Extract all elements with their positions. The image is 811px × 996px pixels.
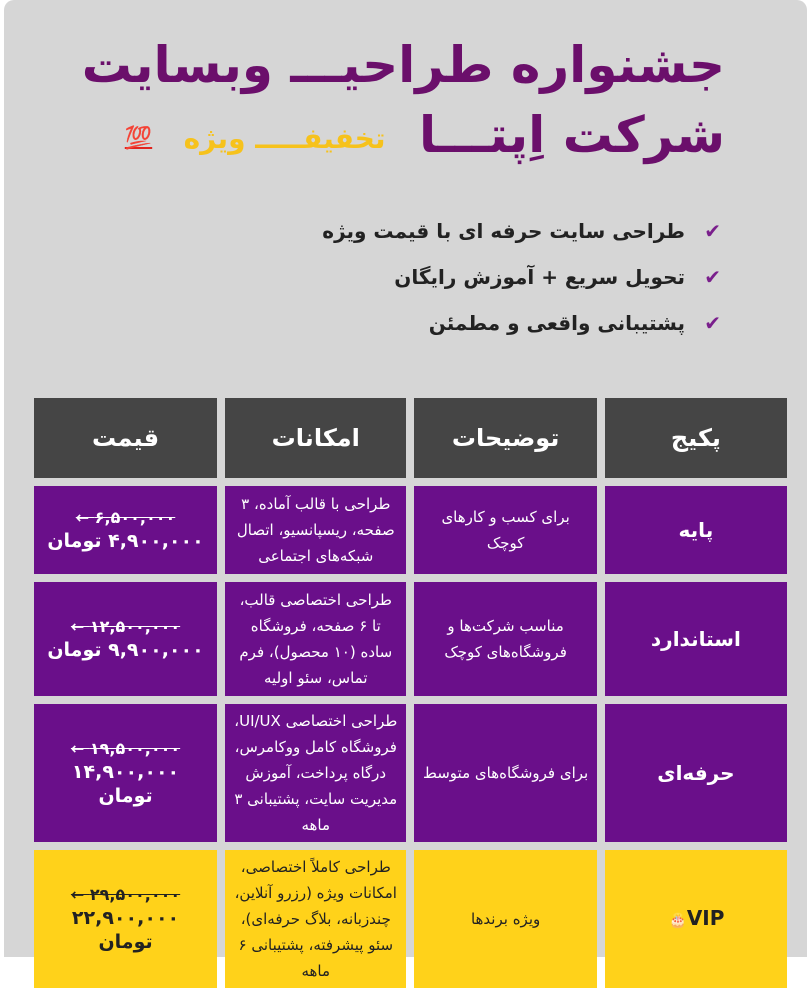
table-row <box>34 704 787 842</box>
table-row <box>34 582 787 696</box>
package-name <box>605 850 787 988</box>
feature-text: طراحی سایت حرفه ای با قیمت ویژه <box>322 219 685 243</box>
promo-card <box>4 0 807 980</box>
feature-item <box>322 254 721 300</box>
check-icon: ✔ <box>704 265 721 289</box>
hundred-points-icon: 💯 <box>124 125 153 151</box>
package-features: طراحی با قالب آماده، ۳ صفحه، ریسپانسیو، اتصال شبکه‌های اجتماعی <box>225 486 406 574</box>
package-price <box>34 850 217 988</box>
table-header-row <box>34 398 787 478</box>
old-price: ۱۲,۵۰۰,۰۰۰ ← <box>70 617 181 636</box>
page-title <box>25 30 725 174</box>
package-features: طراحی اختصاصی قالب، تا ۶ صفحه، فروشگاه ساده (۱۰ محصول)، فرم تماس، سئو اولیه <box>225 582 406 696</box>
feature-item <box>322 208 721 254</box>
new-price: ۹,۹۰۰,۰۰۰ تومان <box>47 639 204 661</box>
old-price: ۱۹,۵۰۰,۰۰۰ ← <box>70 739 181 758</box>
feature-text: پشتیبانی واقعی و مطمئن <box>428 311 685 335</box>
feature-list <box>322 208 721 346</box>
new-price: ۱۴,۹۰۰,۰۰۰ تومان <box>71 761 180 807</box>
package-description: برای کسب و کارهای کوچک <box>414 486 596 574</box>
header-features: امکانات <box>225 398 406 478</box>
check-icon: ✔ <box>704 311 721 335</box>
header-description: توضیحات <box>414 398 596 478</box>
package-price <box>34 486 217 574</box>
package-features: طراحی اختصاصی UI/UX، فروشگاه کامل ووکامرس، درگاه پرداخت، آموزش مدیریت سایت، پشتیبانی ۳ ماهه <box>225 704 406 842</box>
pricing-table <box>26 390 795 996</box>
birthday-cake-icon: 🎂 <box>669 912 687 929</box>
feature-text: تحویل سریع + آموزش رایگان <box>394 265 685 289</box>
package-description: ویژه برندها <box>414 850 596 988</box>
vip-label: VIP <box>686 905 725 930</box>
package-description: مناسب شرکت‌ها و فروشگاه‌های کوچک <box>414 582 596 696</box>
package-name: پایه <box>605 486 787 574</box>
package-features: طراحی کاملاً اختصاصی، امکانات ویژه (رزرو آنلاین، چندزبانه، بلاگ حرفه‌ای)، سئو پیشرفته، پشتیبانی ۶ ماهه <box>225 850 406 988</box>
title-line-1: جشنواره طراحیـــ وبسایت <box>81 36 725 94</box>
header-price: قیمت <box>34 398 217 478</box>
feature-item <box>322 300 721 346</box>
package-description: برای فروشگاه‌های متوسط <box>414 704 596 842</box>
old-price: ۲۹,۵۰۰,۰۰۰ ← <box>70 885 181 904</box>
discount-label: تخفیفـــــ ویژه <box>183 121 386 155</box>
company-name: شرکت اِپتـــا <box>418 106 725 164</box>
new-price: ۴,۹۰۰,۰۰۰ تومان <box>47 530 204 552</box>
package-name: استاندارد <box>605 582 787 696</box>
new-price: ۲۲,۹۰۰,۰۰۰ تومان <box>71 907 180 953</box>
table-row-vip <box>34 850 787 988</box>
package-name: حرفه‌ای <box>605 704 787 842</box>
title-line-2 <box>25 100 725 174</box>
package-price <box>34 582 217 696</box>
header-package: پکیج <box>605 398 787 478</box>
package-price <box>34 704 217 842</box>
table-row <box>34 486 787 574</box>
old-price: ۶,۵۰۰,۰۰۰ ← <box>75 508 176 527</box>
check-icon: ✔ <box>704 219 721 243</box>
